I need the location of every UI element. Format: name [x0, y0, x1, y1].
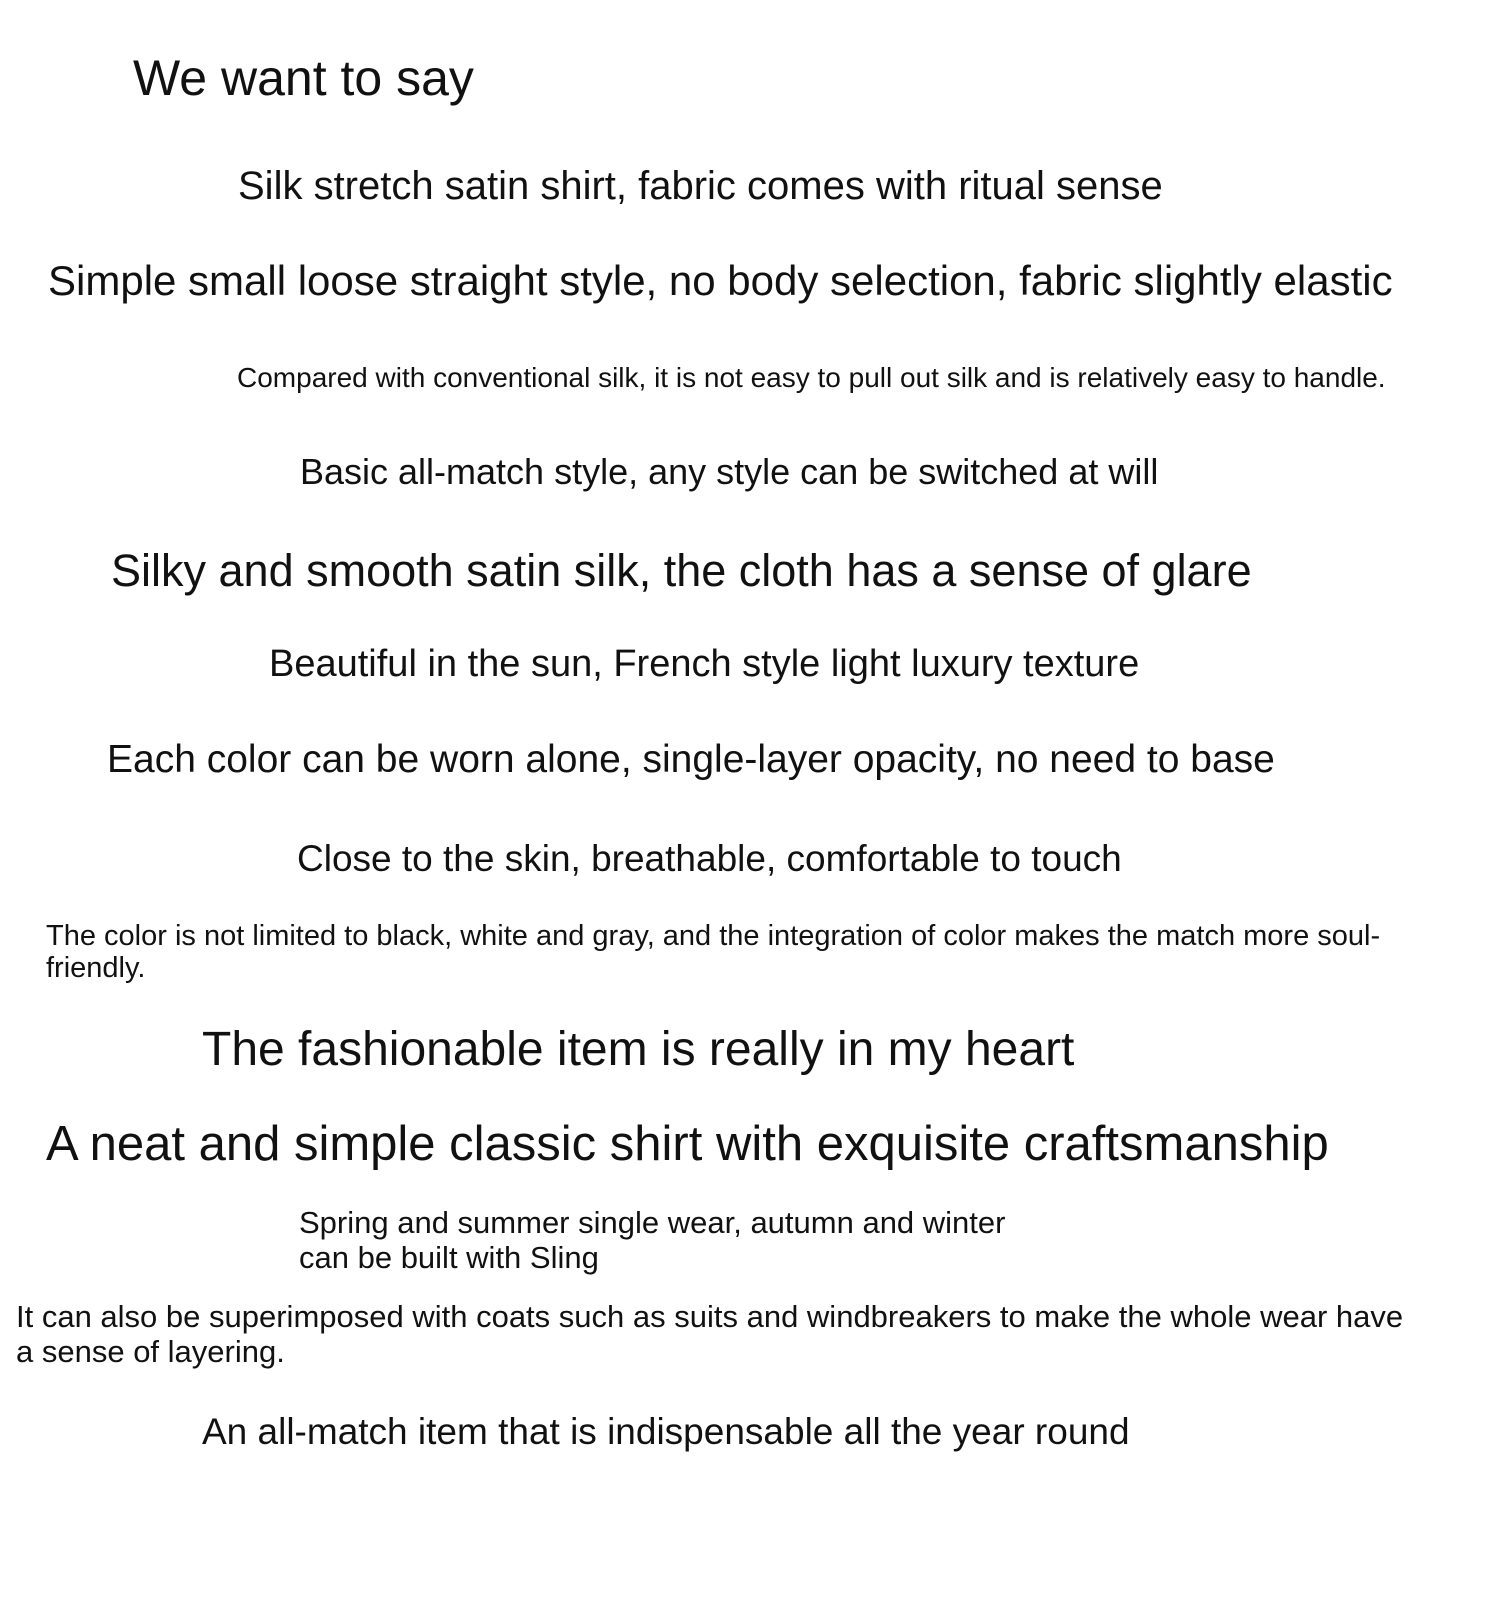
- text-line-1: Silk stretch satin shirt, fabric comes with ritual sense: [238, 164, 1163, 208]
- text-line-10: The fashionable item is really in my heart: [202, 1023, 1075, 1076]
- text-line-9: The color is not limited to black, white and gray, and the integration of color makes the match more soul-friendly.: [46, 920, 1381, 985]
- page-title: We want to say: [133, 50, 474, 106]
- text-line-7: Each color can be worn alone, single-layer opacity, no need to base: [107, 738, 1275, 781]
- text-line-6: Beautiful in the sun, French style light luxury texture: [269, 643, 1140, 685]
- text-line-12: Spring and summer single wear, autumn and winter can be built with Sling: [299, 1205, 1006, 1275]
- text-line-2: Simple small loose straight style, no body selection, fabric slightly elastic: [48, 257, 1393, 304]
- text-line-11: A neat and simple classic shirt with exquisite craftsmanship: [46, 1117, 1329, 1171]
- text-line-5: Silky and smooth satin silk, the cloth has a sense of glare: [111, 545, 1252, 596]
- text-line-3: Compared with conventional silk, it is not easy to pull out silk and is relatively easy to handle.: [237, 362, 1386, 393]
- text-line-8: Close to the skin, breathable, comfortable to touch: [297, 838, 1122, 879]
- text-line-14: An all-match item that is indispensable all the year round: [202, 1411, 1130, 1452]
- text-line-13: It can also be superimposed with coats such as suits and windbreakers to make the whole wear have a sense of layering.: [16, 1299, 1404, 1369]
- text-line-4: Basic all-match style, any style can be switched at will: [300, 451, 1159, 492]
